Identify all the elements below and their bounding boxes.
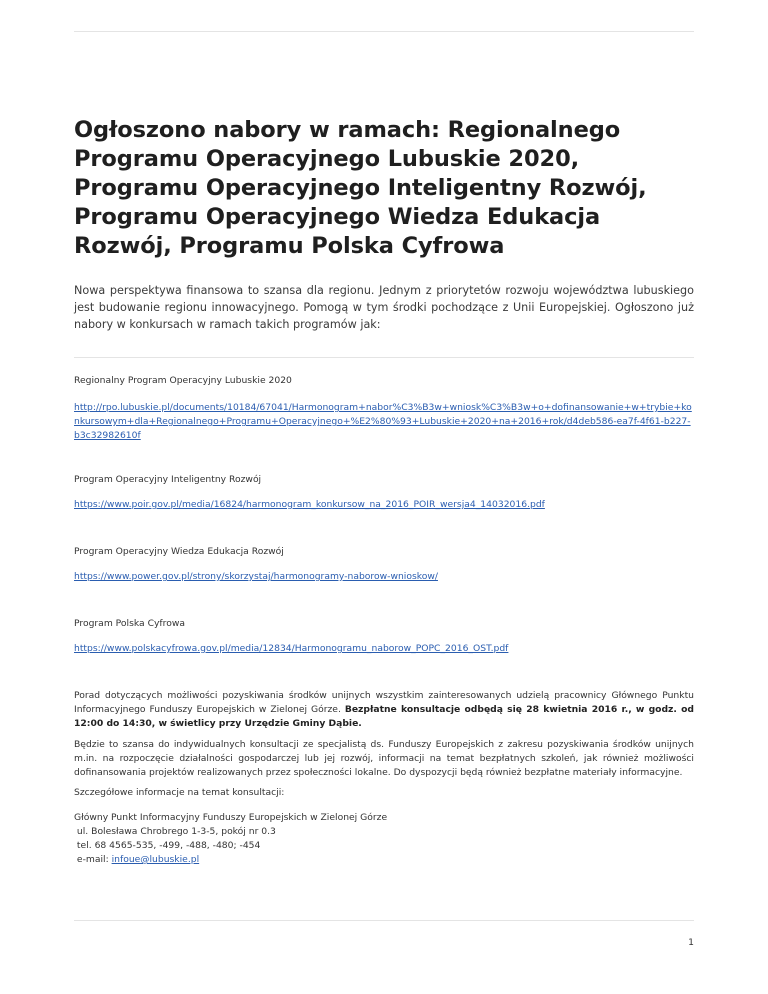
contact-email-label: e-mail:: [74, 854, 112, 865]
program-link[interactable]: https://www.poir.gov.pl/media/16824/harmonogram_konkursow_na_2016_POIR_wersja4_14032016.pdf: [74, 499, 545, 510]
program-name: Program Operacyjny Inteligentny Rozwój: [74, 474, 262, 485]
program-name: Program Operacyjny Wiedza Edukacja Rozwój: [74, 546, 284, 557]
page-content: [74, 0, 694, 994]
program-link[interactable]: https://www.power.gov.pl/strony/skorzystaj/harmonogramy-naborow-wnioskow/: [74, 571, 438, 582]
contact-org: Główny Punkt Informacyjny Funduszy Europejskich w Zielonej Górze: [74, 812, 388, 823]
contact-phone: tel. 68 4565-535, -499, -488, -480; -454: [74, 840, 261, 851]
page-number: 1: [688, 937, 694, 948]
intro-paragraph: Nowa perspektywa finansowa to szansa dla regionu. Jednym z priorytetów rozwoju województwa lubuskiego jest budowanie regionu innowacyjnego. Pomogą w tym środki pochodzące z Unii Europejskiej. Ogłoszono już nabory w konkursach w ramach takich programów jak:: [74, 284, 694, 331]
article-title: Ogłoszono nabory w ramach: Regionalnego Programu Operacyjnego Lubuskie 2020, Programu Operacyjnego Inteligentny Rozwój, Programu Operacyjnego Wiedza Edukacja Rozwój, Programu Polska Cyfrowa: [74, 117, 647, 259]
opportunity-paragraph: Będzie to szansa do indywidualnych konsultacji ze specjalistą ds. Funduszy Europejskich z zakresu pozyskiwania środków unijnych m.in. na rozpoczęcie działalności gospodarczej lub jej rozwój, informacji na temat bezpłatnych szkoleń, jak również możliwości dofinansowania projektów realizowanych przez społeczności lokalne. Do dyspozycji będą również bezpłatne materiały informacyjne.: [74, 739, 694, 778]
bottom-divider: [74, 920, 694, 921]
details-heading: Szczegółowe informacje na temat konsultacji:: [74, 787, 285, 798]
program-name: Regionalny Program Operacyjny Lubuskie 2020: [74, 375, 292, 386]
consultation-date-bold: Bezpłatne konsultacje odbędą się 28 kwietnia 2016 r., w godz. od 12:00 do 14:30, w świetlicy przy Urzędzie Gminy Dąbie.: [74, 704, 694, 729]
consultation-text: Porad dotyczących możliwości pozyskiwania środków unijnych wszystkim zainteresowanych udzielą pracownicy Głównego Punktu Informacyjnego Funduszy Europejskich w Zielonej Górze.: [74, 690, 694, 715]
program-link[interactable]: https://www.polskacyfrowa.gov.pl/media/12834/Harmonogramu_naborow_POPC_2016_OST.pdf: [74, 643, 509, 654]
program-link-wrapper: [74, 570, 694, 584]
consultation-paragraph: [74, 689, 694, 731]
program-link[interactable]: http://rpo.lubuskie.pl/documents/10184/67041/Harmonogram+nabor%C3%B3w+wniosk%C3%B3w+o+dofinansowanie+w+trybie+konkursowym+dla+Regionalnego+Programu+Operacyjnego+%E2%80%93+Lubuskie+2020+na+2016+rok/d4deb586-ea7f-4f61-b227-b3c32982610f: [74, 402, 692, 441]
program-name: Program Polska Cyfrowa: [74, 618, 185, 629]
program-link-wrapper: [74, 498, 694, 512]
contact-address: ul. Bolesława Chrobrego 1-3-5, pokój nr 0.3: [74, 826, 276, 837]
contact-email-link[interactable]: infoue@lubuskie.pl: [111, 854, 200, 865]
top-divider: [74, 31, 694, 32]
contact-block: [74, 811, 694, 867]
program-link-wrapper: [74, 642, 694, 656]
section-divider: [74, 357, 694, 358]
program-link-wrapper: [74, 401, 694, 443]
contact-email-line: [74, 853, 694, 867]
